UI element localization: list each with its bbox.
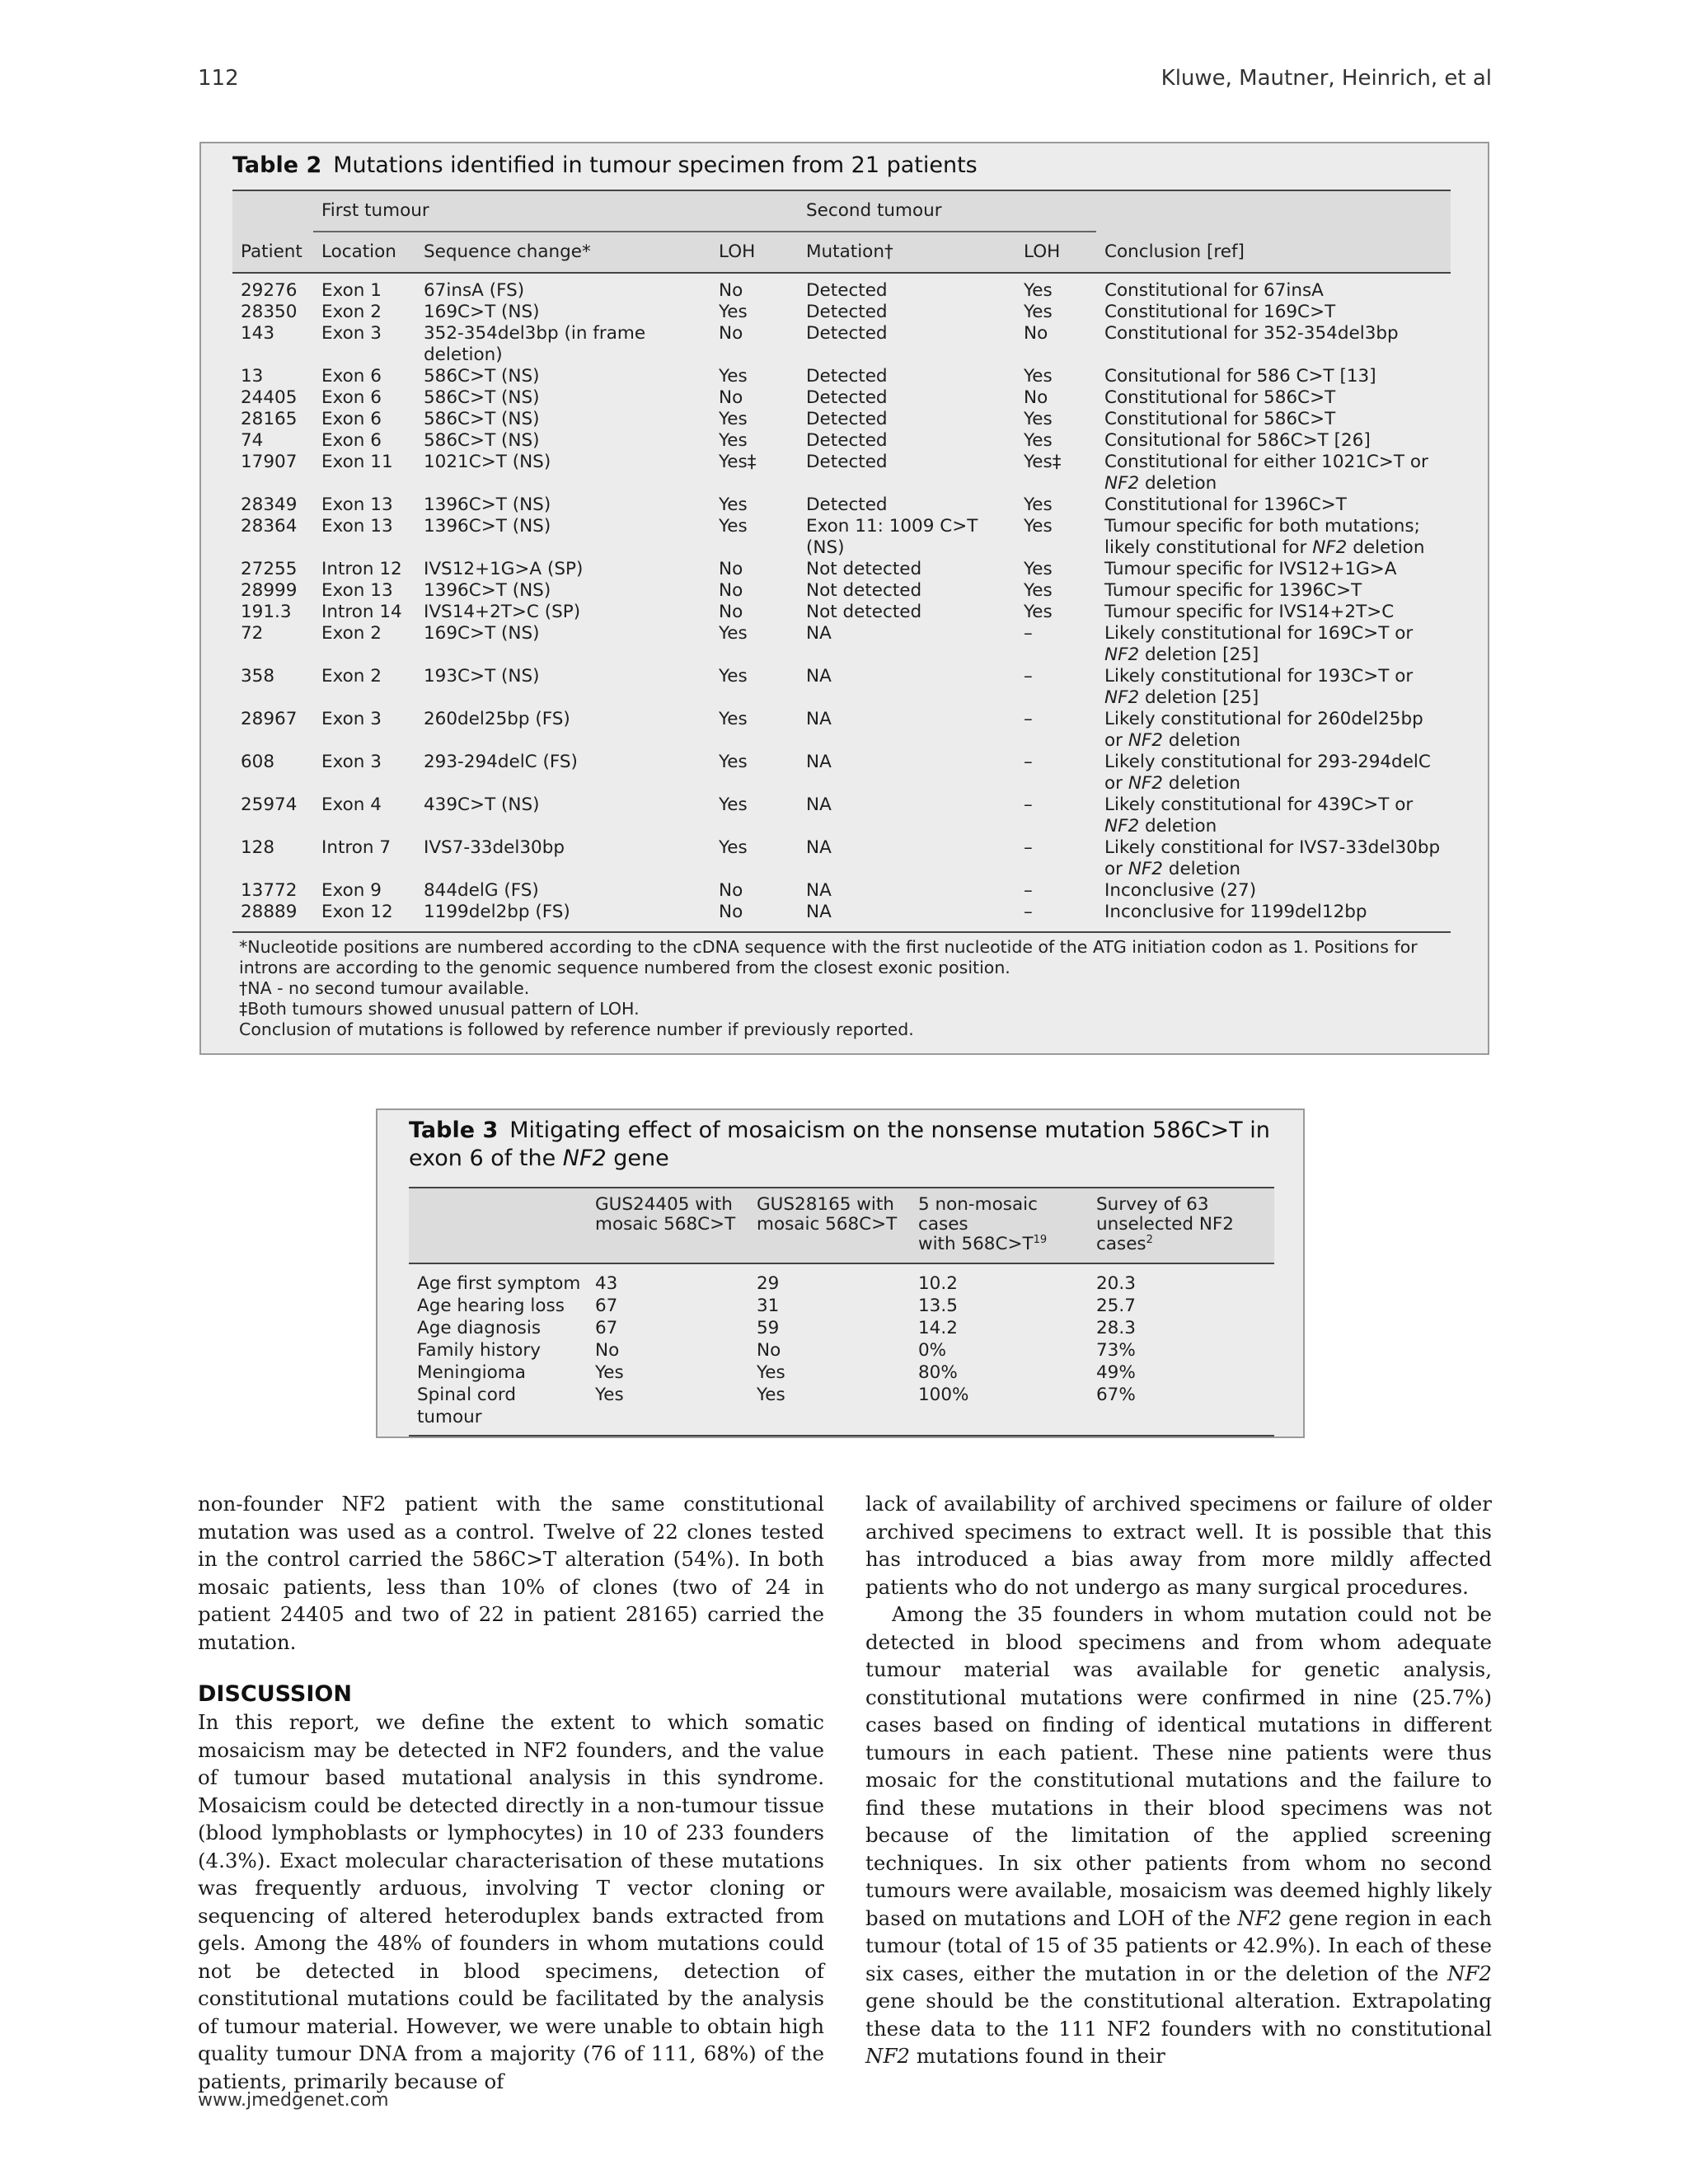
column-header bbox=[409, 1188, 587, 1263]
table-cell: 1199del2bp (FS) bbox=[424, 902, 570, 922]
table-cell: Yes bbox=[757, 1385, 785, 1405]
table-cell: 28165 bbox=[241, 409, 298, 429]
table-cell: 67 bbox=[595, 1318, 618, 1338]
table3-title-end: gene bbox=[606, 1146, 669, 1171]
table-cell: 25974 bbox=[241, 794, 298, 815]
table-cell: Yes bbox=[595, 1385, 624, 1405]
table-cell: Yes bbox=[1024, 494, 1053, 515]
table-cell: Exon 2 bbox=[321, 623, 382, 644]
table-cell: Yes bbox=[1024, 280, 1053, 301]
table-cell: 20.3 bbox=[1096, 1273, 1136, 1294]
paragraph: Among the 35 founders in whom mutation could not be detected in blood specimens and from whom adequate tumour material was available for genetic analysis, constitutional mutations were confirmed in nine (25.7%) cases based on finding of identical mutations in different tumours in each patient. These nine patients were thus mosaic for the constitutional mutations and the failure to find these mutations in their blood specimens was not because of the limitation of the applied screening techniques. In six other patients from whom no second tumours were available, mosaicism was deemed highly likely based on mutations and LOH of the NF2 gene region in each tumour (total of 15 of 35 patients or 42.9%). In each of these six cases, either the mutation in or the deletion of the NF2 gene should be the constitutional alteration. Extrapolating these data to the 111 NF2 founders with no constitutional NF2 mutations found in their bbox=[865, 1602, 1492, 2068]
table-cell: 59 bbox=[757, 1318, 780, 1338]
table-cell: Exon 13 bbox=[321, 516, 393, 537]
table-cell: Inconclusive (27) bbox=[1104, 880, 1257, 901]
table-cell: No bbox=[719, 387, 743, 408]
table-cell: Likely constitutional for 439C>T or NF2 deletion bbox=[1104, 794, 1414, 837]
table-cell: Yes bbox=[1024, 602, 1053, 622]
table-cell: NA bbox=[806, 837, 832, 858]
column-header: Conclusion [ref] bbox=[1096, 232, 1451, 273]
table-cell: NA bbox=[806, 709, 832, 729]
table-cell: Exon 6 bbox=[321, 409, 382, 429]
table-cell: – bbox=[1024, 794, 1033, 815]
table-cell: NA bbox=[806, 752, 832, 772]
column-header: Patient bbox=[232, 232, 313, 273]
table-cell: Likely constitutional for 193C>T or NF2 deletion [25] bbox=[1104, 666, 1414, 708]
table-cell: Exon 4 bbox=[321, 794, 382, 815]
table-cell: Yes bbox=[1024, 516, 1053, 537]
table-cell: 586C>T (NS) bbox=[424, 430, 540, 451]
paragraph: In this report, we define the extent to which somatic mosaicism may be detected in NF2 founders, and the value of tumour based mutational analysis in this syndrome. Mosaicism could be detected directly in a non-tumour tissue (blood lymphoblasts or lymphocytes) in 10 of 233 founders (4.3%). Exact molecular characterisation of these mutations was frequently arduous, involving T vector cloning or sequencing of altered heteroduplex bands extracted from gels. Among the 48% of founders in whom mutations could not be detected in blood specimens, detection of constitutional mutations could be facilitated by the analysis of tumour material. However, we were unable to obtain high quality tumour DNA from a majority (76 of 111, 68%) of the patients, primarily because of bbox=[198, 1710, 824, 2093]
table-cell: Exon 12 bbox=[321, 902, 393, 922]
table-cell: 352-354del3bp (in frame deletion) bbox=[424, 323, 646, 365]
table-cell: 43 bbox=[595, 1273, 618, 1294]
table-cell: – bbox=[1024, 880, 1033, 901]
table-cell: Yes bbox=[719, 623, 748, 644]
table-cell: 1396C>T (NS) bbox=[424, 494, 551, 515]
table-cell: – bbox=[1024, 623, 1033, 644]
table-row bbox=[232, 623, 1451, 666]
table-cell: Yes bbox=[719, 516, 748, 537]
table-row bbox=[232, 880, 1451, 902]
table-cell: Exon 13 bbox=[321, 580, 393, 601]
column-header: LOH bbox=[1015, 232, 1096, 273]
table-cell: 358 bbox=[241, 666, 275, 687]
table-cell: Exon 11: 1009 C>T (NS) bbox=[806, 516, 978, 558]
table-cell: NA bbox=[806, 880, 832, 901]
table-cell: Intron 14 bbox=[321, 602, 402, 622]
table-cell: Tumour specific for both mutations; likely constitutional for NF2 deletion bbox=[1104, 516, 1425, 558]
table-cell: 28349 bbox=[241, 494, 298, 515]
table-cell: Yes bbox=[719, 709, 748, 729]
table-row bbox=[232, 494, 1451, 516]
table-cell: 31 bbox=[757, 1296, 780, 1316]
table-cell: 439C>T (NS) bbox=[424, 794, 540, 815]
table-row bbox=[232, 602, 1451, 623]
table-cell: 608 bbox=[241, 752, 275, 772]
table-cell: 193C>T (NS) bbox=[424, 666, 540, 687]
table-row bbox=[232, 794, 1451, 837]
table-cell: Exon 1 bbox=[321, 280, 382, 301]
table-cell: Exon 9 bbox=[321, 880, 382, 901]
table-cell: Exon 3 bbox=[321, 323, 382, 344]
table-cell: Constitutional for 586C>T bbox=[1104, 387, 1336, 408]
table-cell: 0% bbox=[918, 1340, 947, 1361]
table-cell: Not detected bbox=[806, 559, 922, 579]
table-cell: Yes bbox=[719, 837, 748, 858]
table-cell: No bbox=[1024, 387, 1048, 408]
table-cell: Tumour specific for IVS12+1G>A bbox=[1104, 559, 1397, 579]
table-cell: Exon 3 bbox=[321, 709, 382, 729]
table-cell: Yes‡ bbox=[719, 452, 757, 472]
table-cell: 28999 bbox=[241, 580, 298, 601]
table-cell: Meningioma bbox=[417, 1362, 526, 1383]
table-cell: Constitutional for 352-354del3bp bbox=[1104, 323, 1399, 344]
table-cell: 29 bbox=[757, 1273, 780, 1294]
table-row bbox=[409, 1263, 1274, 1295]
table-cell: 293-294delC (FS) bbox=[424, 752, 578, 772]
table-row bbox=[232, 409, 1451, 430]
table3-caption bbox=[409, 1117, 1282, 1173]
table-row bbox=[232, 666, 1451, 709]
table-cell: 143 bbox=[241, 323, 275, 344]
table-cell: 67% bbox=[1096, 1385, 1136, 1405]
table-cell: Constitutional for either 1021C>T or NF2 deletion bbox=[1104, 452, 1428, 494]
table-cell: 67insA (FS) bbox=[424, 280, 525, 301]
table-row bbox=[232, 516, 1451, 559]
table-row bbox=[409, 1384, 1274, 1436]
table-cell: Yes bbox=[757, 1362, 785, 1383]
footnote: Conclusion of mutations is followed by reference number if previously reported. bbox=[239, 1019, 914, 1039]
table-cell: Yes bbox=[719, 794, 748, 815]
table-cell: NA bbox=[806, 666, 832, 687]
table-cell: NA bbox=[806, 794, 832, 815]
table-cell: Likely constitutional for 293-294delC or NF2 deletion bbox=[1104, 752, 1431, 794]
table-cell: Yes bbox=[1024, 580, 1053, 601]
table-cell: 13.5 bbox=[918, 1296, 958, 1316]
table2-label: Table 2 bbox=[232, 152, 322, 178]
table-row bbox=[232, 273, 1451, 302]
table-row bbox=[409, 1339, 1274, 1361]
table-cell: Likely constitutional for 169C>T or NF2 deletion [25] bbox=[1104, 623, 1414, 665]
table-cell: Consitutional for 586 C>T [13] bbox=[1104, 366, 1376, 387]
table-cell: IVS12+1G>A (SP) bbox=[424, 559, 584, 579]
table-cell: Yes bbox=[1024, 559, 1053, 579]
table-cell: 10.2 bbox=[918, 1273, 958, 1294]
table-cell: No bbox=[719, 902, 743, 922]
table-cell: Exon 2 bbox=[321, 302, 382, 322]
paragraph: lack of availability of archived specimens or failure of older archived specimens to extract well. It is possible that this has introduced a bias away from more mildly affected patients who do not undergo as many surgical procedures. bbox=[865, 1492, 1492, 1599]
table-cell: Yes bbox=[719, 430, 748, 451]
table-cell: 844delG (FS) bbox=[424, 880, 539, 901]
table-cell: 128 bbox=[241, 837, 275, 858]
table-cell: Tumour specific for 1396C>T bbox=[1104, 580, 1362, 601]
table-cell: 1021C>T (NS) bbox=[424, 452, 551, 472]
table-cell: Yes bbox=[719, 666, 748, 687]
column-header: Sequence change* bbox=[415, 232, 710, 273]
table3-title-gene: NF2 bbox=[562, 1146, 607, 1171]
group-header-first: First tumour bbox=[313, 190, 798, 232]
table-row bbox=[232, 387, 1451, 409]
table-cell: 13772 bbox=[241, 880, 298, 901]
table-cell: 29276 bbox=[241, 280, 298, 301]
table-cell: Detected bbox=[806, 430, 888, 451]
table-cell: Yes bbox=[1024, 430, 1053, 451]
table-row bbox=[232, 559, 1451, 580]
body-column-left bbox=[198, 1490, 824, 2095]
table2-caption bbox=[232, 152, 978, 180]
table-cell: Tumour specific for IVS14+2T>C bbox=[1104, 602, 1395, 622]
table3 bbox=[409, 1187, 1274, 1436]
table-cell: Age first symptom bbox=[417, 1273, 581, 1294]
table-cell: – bbox=[1024, 709, 1033, 729]
table-cell: 49% bbox=[1096, 1362, 1136, 1383]
table-cell: No bbox=[719, 559, 743, 579]
table-cell: Age diagnosis bbox=[417, 1318, 542, 1338]
table-cell: 260del25bp (FS) bbox=[424, 709, 570, 729]
group-header-second: Second tumour bbox=[798, 190, 1096, 232]
table-cell: Detected bbox=[806, 494, 888, 515]
table-cell: No bbox=[1024, 323, 1048, 344]
column-header: Survey of 63 unselected NF2 cases$^2$ bbox=[1088, 1188, 1274, 1263]
table-row bbox=[232, 709, 1451, 752]
table-cell: 73% bbox=[1096, 1340, 1136, 1361]
table-cell: Yes bbox=[1024, 302, 1053, 322]
column-header: LOH bbox=[710, 232, 798, 273]
table-cell: 100% bbox=[918, 1385, 969, 1405]
table-cell: Yes bbox=[719, 752, 748, 772]
table-cell: Detected bbox=[806, 409, 888, 429]
table-cell: No bbox=[595, 1340, 620, 1361]
table-cell: 13 bbox=[241, 366, 264, 387]
column-header: Location bbox=[313, 232, 415, 273]
table-row bbox=[232, 366, 1451, 387]
table-cell: Exon 3 bbox=[321, 752, 382, 772]
table-cell: Yes‡ bbox=[1024, 452, 1062, 472]
table-cell: 191.3 bbox=[241, 602, 292, 622]
table3-title: Mitigating effect of mosaicism on the nonsense mutation 586C>T in exon 6 of the bbox=[409, 1118, 1270, 1171]
table-cell: Detected bbox=[806, 323, 888, 344]
footer-url[interactable]: www.jmedgenet.com bbox=[198, 2090, 389, 2111]
table-cell: Detected bbox=[806, 366, 888, 387]
table-cell: 586C>T (NS) bbox=[424, 387, 540, 408]
table-cell: Detected bbox=[806, 387, 888, 408]
paragraph: non-founder NF2 patient with the same constitutional mutation was used as a control. Twelve of 22 clones tested in the control carried the 586C>T alteration (54%). In both mosaic patients, less than 10% of clones (two of 24 in patient 24405 and two of 22 in patient 28165) carried the mutation. bbox=[198, 1492, 824, 1654]
table-cell: 586C>T (NS) bbox=[424, 409, 540, 429]
table-cell: IVS7-33del30bp bbox=[424, 837, 565, 858]
table-cell: Intron 12 bbox=[321, 559, 402, 579]
table-cell: Yes bbox=[719, 302, 748, 322]
table-cell: 1396C>T (NS) bbox=[424, 580, 551, 601]
section-heading: DISCUSSION bbox=[198, 1681, 352, 1707]
table-cell: No bbox=[719, 602, 743, 622]
table-cell: – bbox=[1024, 837, 1033, 858]
table-cell: Exon 2 bbox=[321, 666, 382, 687]
table-cell: Constitutional for 586C>T bbox=[1104, 409, 1336, 429]
table-cell: Detected bbox=[806, 452, 888, 472]
table-row bbox=[232, 837, 1451, 880]
column-header: Mutation† bbox=[798, 232, 1015, 273]
body-column-right bbox=[865, 1490, 1492, 2070]
table-cell: Intron 7 bbox=[321, 837, 392, 858]
table-row bbox=[232, 580, 1451, 602]
table2 bbox=[232, 190, 1451, 933]
table-row bbox=[232, 302, 1451, 323]
table-cell: 27255 bbox=[241, 559, 298, 579]
table-cell: Constitutional for 169C>T bbox=[1104, 302, 1336, 322]
table-cell: – bbox=[1024, 902, 1033, 922]
table-row bbox=[232, 452, 1451, 494]
table-cell: 14.2 bbox=[918, 1318, 958, 1338]
table-cell: Consitutional for 586C>T [26] bbox=[1104, 430, 1371, 451]
table-cell: Exon 6 bbox=[321, 387, 382, 408]
footnote: †NA - no second tumour available. bbox=[239, 978, 530, 998]
table-cell: Exon 6 bbox=[321, 430, 382, 451]
footnote: ‡Both tumours showed unusual pattern of LOH. bbox=[239, 999, 640, 1019]
table-cell: Family history bbox=[417, 1340, 541, 1361]
table-cell: Constitutional for 1396C>T bbox=[1104, 494, 1347, 515]
table2-footnotes bbox=[239, 937, 1459, 1040]
table-cell: 72 bbox=[241, 623, 264, 644]
table-cell: Detected bbox=[806, 280, 888, 301]
table-cell: Likely constitutional for 260del25bp or NF2 deletion bbox=[1104, 709, 1423, 751]
table-cell: Yes bbox=[719, 366, 748, 387]
table-cell: 28364 bbox=[241, 516, 298, 537]
table-cell: Yes bbox=[1024, 366, 1053, 387]
column-header: GUS28165 with mosaic 568C>T bbox=[748, 1188, 910, 1263]
table-cell: 67 bbox=[595, 1296, 618, 1316]
table-cell: Yes bbox=[719, 494, 748, 515]
table2-title: Mutations identified in tumour specimen from 21 patients bbox=[333, 152, 978, 178]
table-cell: 28889 bbox=[241, 902, 298, 922]
table-cell: Not detected bbox=[806, 580, 922, 601]
table-row bbox=[232, 430, 1451, 452]
table-cell: 28.3 bbox=[1096, 1318, 1136, 1338]
table-cell: Likely constitional for IVS7-33del30bp or NF2 deletion bbox=[1104, 837, 1441, 879]
footnote: *Nucleotide positions are numbered according to the cDNA sequence with the first nucleotide of the ATG initiation codon as 1. Positions for introns are according to the genomic sequence numbered from the closest exonic position. bbox=[239, 937, 1418, 977]
page-number: 112 bbox=[198, 66, 239, 91]
table-cell: – bbox=[1024, 666, 1033, 687]
table-cell: Age hearing loss bbox=[417, 1296, 565, 1316]
table-cell: 586C>T (NS) bbox=[424, 366, 540, 387]
table-cell: 17907 bbox=[241, 452, 298, 472]
table3-label: Table 3 bbox=[409, 1118, 499, 1143]
table-cell: 28967 bbox=[241, 709, 298, 729]
table-cell: 169C>T (NS) bbox=[424, 302, 540, 322]
table-cell: 80% bbox=[918, 1362, 958, 1383]
table-row bbox=[232, 752, 1451, 794]
table-cell: Constitutional for 67insA bbox=[1104, 280, 1324, 301]
table-cell: 169C>T (NS) bbox=[424, 623, 540, 644]
table-cell: Not detected bbox=[806, 602, 922, 622]
running-head: Kluwe, Mautner, Heinrich, et al bbox=[1160, 66, 1492, 91]
table-row bbox=[409, 1295, 1274, 1317]
table-row bbox=[232, 902, 1451, 932]
column-header: 5 non-mosaic cases with $568C>T^{19}$ bbox=[910, 1188, 1088, 1263]
table-cell: No bbox=[719, 580, 743, 601]
table-cell: No bbox=[719, 323, 743, 344]
table-cell: Yes bbox=[595, 1362, 624, 1383]
table-cell: 74 bbox=[241, 430, 264, 451]
table-cell: No bbox=[719, 280, 743, 301]
table-cell: Yes bbox=[719, 409, 748, 429]
table-cell: Detected bbox=[806, 302, 888, 322]
table-cell: 24405 bbox=[241, 387, 298, 408]
table-cell: NA bbox=[806, 623, 832, 644]
table-cell: Inconclusive for 1199del12bp bbox=[1104, 902, 1367, 922]
table-cell: 28350 bbox=[241, 302, 298, 322]
column-header: GUS24405 with mosaic 568C>T bbox=[587, 1188, 748, 1263]
table-cell: 25.7 bbox=[1096, 1296, 1136, 1316]
table-row bbox=[232, 323, 1451, 366]
table-cell: – bbox=[1024, 752, 1033, 772]
table-cell: No bbox=[719, 880, 743, 901]
table-cell: Exon 13 bbox=[321, 494, 393, 515]
table-cell: 1396C>T (NS) bbox=[424, 516, 551, 537]
table-cell: Exon 11 bbox=[321, 452, 393, 472]
table-cell: No bbox=[757, 1340, 781, 1361]
table-row bbox=[409, 1317, 1274, 1339]
table-cell: Yes bbox=[1024, 409, 1053, 429]
table-cell: IVS14+2T>C (SP) bbox=[424, 602, 581, 622]
table-cell: Spinal cord tumour bbox=[417, 1385, 516, 1427]
table-cell: NA bbox=[806, 902, 832, 922]
table-row bbox=[409, 1361, 1274, 1384]
table-cell: Exon 6 bbox=[321, 366, 382, 387]
